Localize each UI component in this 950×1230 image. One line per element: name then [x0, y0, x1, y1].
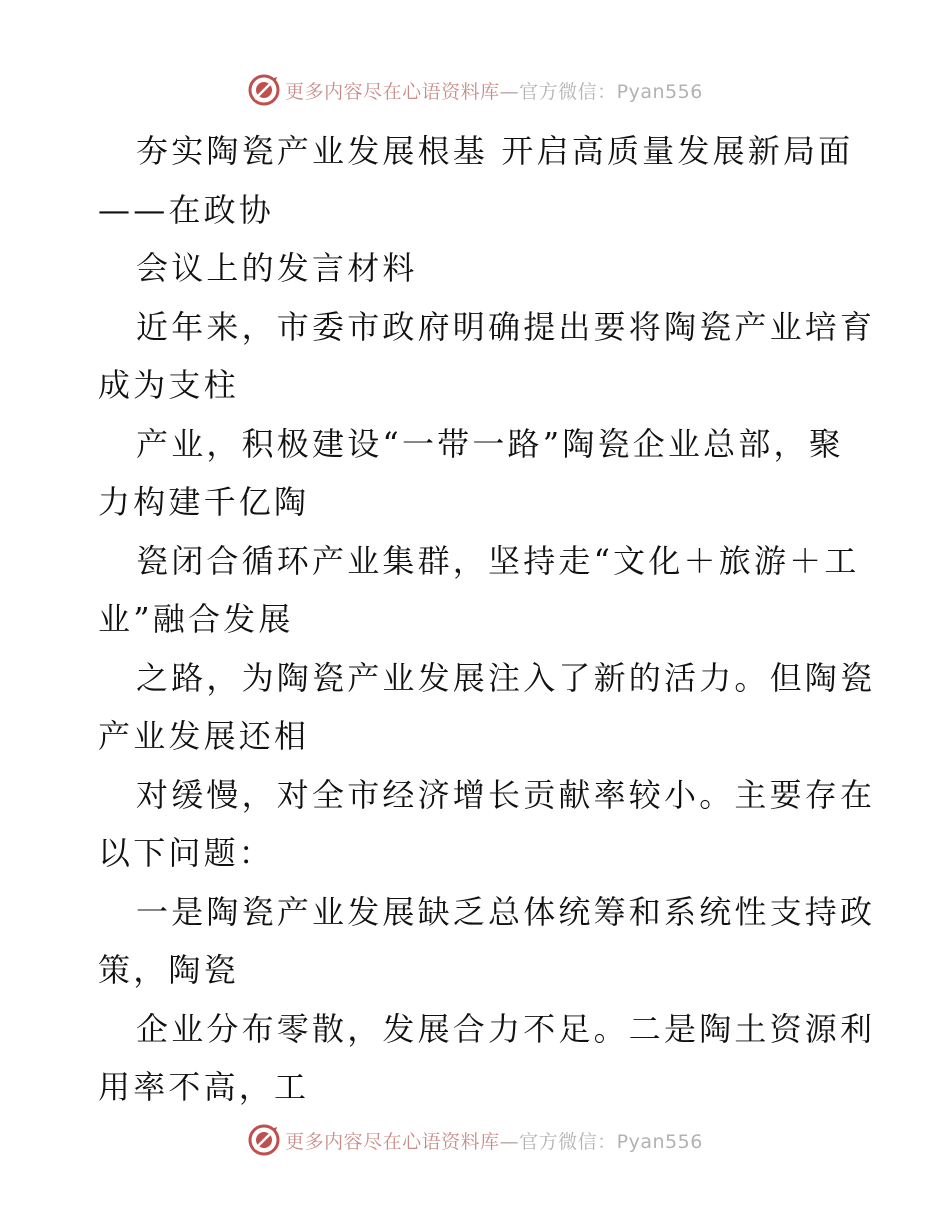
document-line: 以下问题： [98, 834, 275, 872]
footer-banner [0, 1120, 950, 1160]
banner-wechat-text: 官方微信：Pyan556 [519, 1130, 703, 1153]
document-line: 业”融合发展 [98, 600, 294, 638]
document-title: 夯实陶瓷产业发展根基 开启高质量发展新局面 [136, 132, 854, 170]
banner-dash: — [499, 80, 520, 103]
document-line: 瓷闭合循环产业集群，坚持走“文化＋旅游＋工 [136, 541, 860, 580]
document-line: 产业，积极建设“一带一路”陶瓷企业总部，聚 [136, 424, 844, 463]
banner-text [285, 77, 703, 104]
banner-dash: — [499, 1130, 520, 1153]
banner-wechat-text: 官方微信：Pyan556 [519, 80, 703, 103]
document-line: 企业分布零散，发展合力不足。二是陶土资源利 [136, 1009, 876, 1048]
document-line: 用率不高，工 [98, 1068, 310, 1106]
document-line: 策，陶瓷 [98, 951, 239, 989]
document-line: 会议上的发言材料 [136, 249, 418, 287]
document-line: 对缓慢，对全市经济增长贡献率较小。主要存在 [136, 775, 876, 814]
seal-logo-icon [247, 73, 281, 107]
document-line: 产业发展还相 [98, 717, 310, 755]
document-body [98, 122, 876, 1117]
document-line: 力构建千亿陶 [98, 483, 310, 521]
document-line: 之路，为陶瓷产业发展注入了新的活力。但陶瓷 [136, 658, 876, 697]
document-line: 成为支柱 [98, 366, 239, 404]
document-line: 近年来，市委市政府明确提出要将陶瓷产业培育 [136, 307, 876, 346]
header-banner [0, 70, 950, 110]
banner-text [285, 1127, 703, 1154]
banner-site-text: 更多内容尽在心语资料库 [285, 80, 500, 103]
document-line: ——在政协 [98, 190, 275, 229]
banner-site-text: 更多内容尽在心语资料库 [285, 1130, 500, 1153]
document-line: 一是陶瓷产业发展缺乏总体统筹和系统性支持政 [136, 892, 876, 931]
seal-logo-icon [247, 1123, 281, 1157]
